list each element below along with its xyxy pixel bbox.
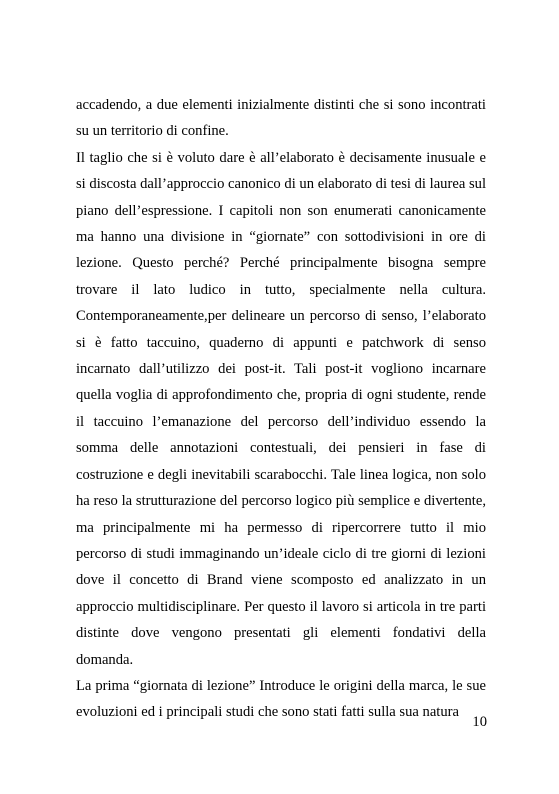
paragraph-continuation: accadendo, a due elementi inizialmente distinti che si sono incontrati su un territorio di confine.	[76, 97, 486, 140]
page-number: 10	[472, 714, 487, 730]
paragraph-first-day: La prima “giornata di lezione” Introduce le origini della marca, le sue evoluzioni ed i principali studi che sono stati fatti sulla sua natura	[76, 677, 486, 721]
body-text	[76, 92, 486, 726]
paragraph-structure: Il taglio che si è voluto dare è all’elaborato è decisamente inusuale e si discosta dall’approccio canonico di un elaborato di tesi di laurea sul piano dell’espressione. I capitoli non son enumerati canonicamente ma hanno una divisione in “giornate” con sottodivisioni in ore di lezione. Questo perché? Perché principalmente bisogna sempre trovare il lato ludico in tutto, specialmente nella cultura. Contemporaneamente,per delineare un percorso di senso, l’elaborato si è fatto taccuino, quaderno di appunti e patchwork di senso incarnato dall’utilizzo dei post-it. Tali post-it vogliono incarnare quella voglia di approfondimento che, propria di ogni studente, rende il taccuino l’emanazione del percorso dell’individuo essendo la somma delle annotazioni contestuali, dei pensieri in fase di costruzione e degli inevitabili scarabocchi. Tale linea logica, non solo ha reso la strutturazione del percorso logico più semplice e divertente, ma principalmente mi ha permesso di ripercorrere tutto il mio percorso di studi immaginando un’ideale ciclo di tre giorni di lezioni dove il concetto di Brand viene scomposto ed analizzato in un approccio multidisciplinare. Per questo il lavoro si articola in tre parti distinte dove vengono presentati gli elementi fondativi della domanda.	[76, 149, 486, 668]
